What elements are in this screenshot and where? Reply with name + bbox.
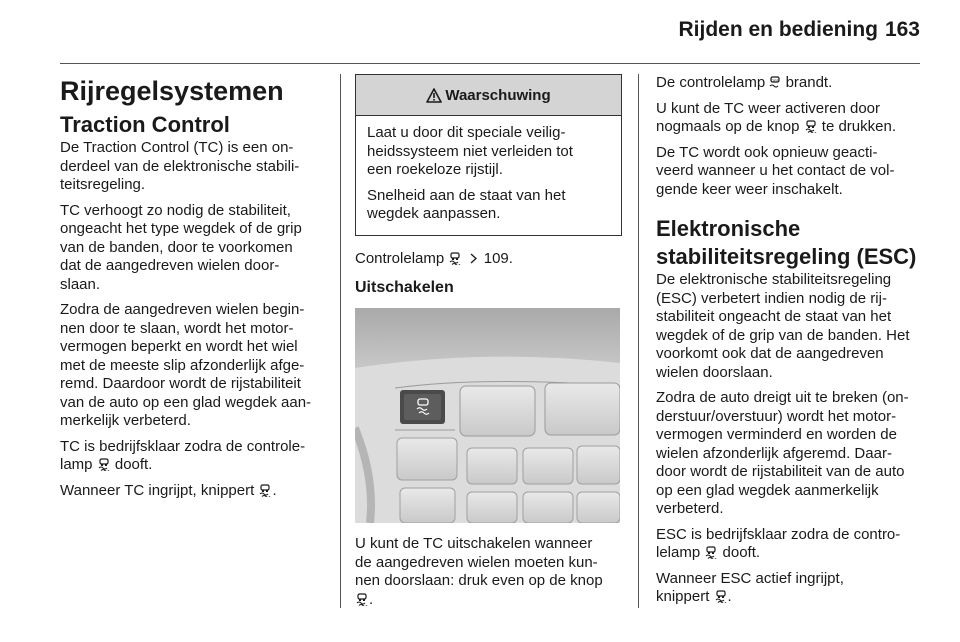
traction-control-icon [259, 484, 271, 497]
warning-body [356, 116, 621, 235]
paragraph: De elektronische stabiliteitsregeling (ESC) verbetert indien nodig de rij- stabiliteit ongeacht de staat van het wegdek of de grip van de banden. Het voorkomt ook dat de aangedreven wielen doorslaan. [656, 271, 910, 381]
traction-control-icon [356, 593, 368, 606]
traction-control-icon [705, 546, 717, 559]
paragraph-text: dooft. [722, 544, 761, 561]
warning-paragraph: Snelheid aan de staat van het wegdek aanpassen. [367, 186, 566, 222]
column-divider-1 [340, 74, 341, 608]
paragraph-text: brandt. [785, 74, 833, 91]
warning-header [356, 75, 621, 116]
svg-text:OFF: OFF [771, 78, 780, 84]
paragraph: Zodra de auto dreigt uit te breken (on- derstuur/overstuur) wordt het motor- vermogen verminderd en worden de wielen afzonderlijk afgeremd. Daar- door wordt de rijstabiliteit van de auto op een glad wegdek aanmerkelijk verbeterd. [656, 389, 909, 517]
warning-title: Waarschuwing [445, 86, 551, 104]
indicator-reference [355, 250, 622, 269]
subsection-title: Traction Control [60, 112, 230, 137]
page-number: 163 [884, 18, 920, 41]
paragraph: Zodra de aangedreven wielen begin- nen door te slaan, wordt het motor- vermogen beperkt en wordt het wiel met de meeste slip afzonderlijk afge- remd. Daardoor wordt de rijstabiliteit van de auto op een glad wegdek aan- merkelijk verbeterd. [60, 301, 312, 429]
paragraph-text: U kunt de TC uitschakelen wanneer de aangedreven wielen moeten kun- nen doorslaan: druk even op de knop [355, 535, 603, 589]
paragraph-text: . [727, 588, 732, 605]
paragraph-text: dooft. [114, 456, 153, 473]
warning-paragraph: Laat u door dit speciale veilig- heidssysteem niet verleiden tot een roekeloze rijstijl. [367, 124, 573, 178]
paragraph [60, 438, 326, 475]
paragraph [656, 570, 922, 607]
warning-box [355, 74, 622, 236]
paragraph-text: U kunt de TC weer activeren door nogmaals op de knop [656, 99, 880, 135]
paragraph: De TC wordt ook opnieuw geacti- veerd wanneer u het contact de vol- gende keer weer inschakelt. [656, 143, 895, 198]
section-title-esc: Elektronische stabiliteitsregeling (ESC) [656, 216, 917, 269]
traction-control-icon [98, 458, 110, 471]
column-1 [60, 74, 326, 507]
subheading-switch-off: Uitschakelen [355, 279, 454, 296]
warning-triangle-icon [426, 88, 442, 103]
page-reference-icon [469, 253, 478, 264]
paragraph-text: TC is bedrijfsklaar zodra de controle- lamp [60, 437, 306, 473]
column-3 [656, 74, 922, 614]
paragraph-text: . [369, 590, 374, 608]
paragraph [355, 535, 622, 609]
traction-control-icon [449, 252, 461, 265]
paragraph-text: De controlelamp [656, 74, 766, 91]
paragraph-text: Wanneer ESC actief ingrijpt, knippert [656, 569, 844, 605]
paragraph-text: . [272, 481, 277, 499]
paragraph [60, 482, 326, 501]
paragraph-text: Wanneer TC ingrijpt, knippert [60, 481, 255, 499]
column-2 [355, 74, 622, 616]
paragraph [656, 100, 922, 137]
running-header-title: Rijden en bediening [678, 18, 878, 41]
section-title: Rijregelsystemen [60, 76, 284, 106]
page-reference: 109. [483, 249, 513, 267]
paragraph [656, 74, 922, 93]
traction-control-off-icon [769, 76, 781, 89]
traction-control-icon [805, 120, 817, 133]
paragraph-text: Controlelamp [355, 249, 445, 267]
paragraph: De Traction Control (TC) is een on- derdeel van de elektronische stabili- teitsregeling. [60, 139, 300, 193]
paragraph-text: te drukken. [821, 118, 896, 135]
button-photo [355, 308, 620, 523]
traction-control-icon [715, 590, 727, 603]
paragraph [656, 526, 922, 563]
header-rule [60, 63, 920, 64]
paragraph-text: ESC is bedrijfsklaar zodra de contro- lelamp [656, 525, 901, 561]
paragraph: TC verhoogt zo nodig de stabiliteit, ongeacht het type wegdek of de grip van de banden, door te voorkomen dat de aangedreven wielen door- slaan. [60, 201, 302, 293]
column-divider-2 [638, 74, 639, 608]
